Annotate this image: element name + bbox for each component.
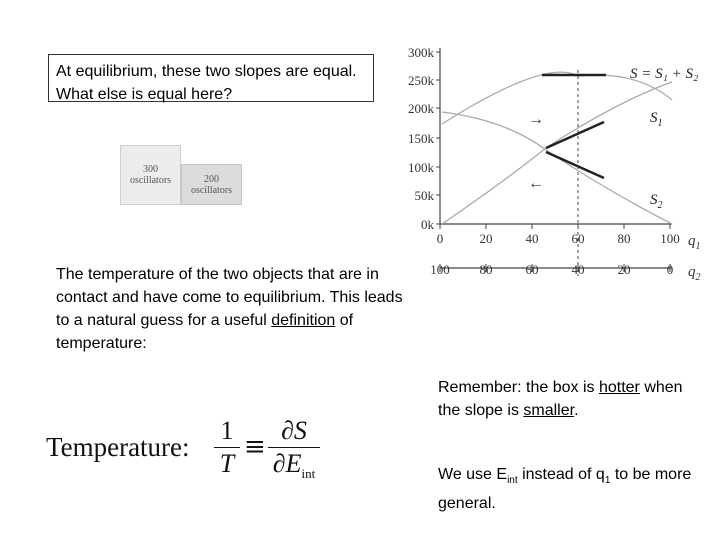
oscillator-count-300: 300	[143, 164, 158, 175]
y-tick-100k: 100k	[408, 160, 434, 175]
paragraph-before: The temperature of the two objects that are in contact and have come to equilibrium. This leads to a natural guess for a useful	[56, 266, 403, 329]
q1-tick-40: 40	[525, 231, 539, 246]
lhs-denominator: T	[219, 449, 235, 478]
q2-tick-20: 20	[617, 262, 631, 277]
q1-tick-60: 60	[571, 231, 585, 246]
oscillator-block-200	[181, 164, 242, 205]
eint-note	[438, 463, 708, 515]
y-tick-200k: 200k	[408, 101, 434, 116]
eint-part3: to be more general.	[438, 466, 692, 513]
y-tick-0k: 0k	[421, 217, 434, 232]
eint-part1: We use E	[438, 466, 508, 483]
s1-label: $S_1$	[650, 110, 663, 129]
temperature-paragraph	[56, 263, 406, 355]
s2-curve	[442, 112, 672, 224]
remember-note	[438, 376, 708, 422]
lhs-numerator: 1	[220, 416, 234, 445]
right-arrow-icon: →	[528, 111, 544, 128]
oscillator-label-200: oscillators	[190, 184, 233, 196]
question-box	[48, 54, 374, 102]
q2-tick-100: 100	[430, 262, 450, 277]
rhs-denominator	[268, 449, 320, 482]
rhs-fraction	[268, 416, 320, 482]
y-tick-50k: 50k	[414, 188, 434, 203]
q1-tick-0: 0	[436, 231, 444, 246]
rhs-den-sub: int	[301, 466, 316, 482]
remember-part2: when the slope is	[438, 379, 683, 419]
total-entropy-label: S = S₁ + S₂	[630, 66, 699, 82]
eint-sub: int	[507, 475, 518, 487]
remember-part1: Remember: the box is	[438, 379, 599, 396]
q1-tick-80: 80	[617, 231, 631, 246]
entropy-graph	[396, 40, 710, 290]
y-tick-250k: 250k	[408, 73, 434, 88]
question-text: At equilibrium, these two slopes are equal. What else is equal here?	[56, 63, 357, 103]
q2-ticks	[430, 262, 673, 277]
rhs-den-main: ∂E	[272, 449, 302, 478]
q2-tick-40: 40	[571, 262, 585, 277]
y-ticks	[408, 45, 440, 232]
lhs-bar	[214, 447, 240, 448]
y-tick-150k: 150k	[408, 131, 434, 146]
formula-word: Temperature:	[46, 432, 190, 462]
rhs-numerator: ∂S	[281, 416, 307, 445]
eint-part2: instead of q	[517, 466, 605, 483]
y-tick-300k: 300k	[408, 45, 434, 60]
s2-tangent	[546, 152, 604, 178]
q1-axis-label: $q_1$	[688, 233, 701, 252]
hotter-word: hotter	[598, 379, 640, 396]
q1-ticks	[437, 224, 680, 246]
q2-tick-0: 0	[666, 262, 674, 277]
s1-tangent	[546, 122, 604, 148]
q2-tick-80: 80	[479, 262, 493, 277]
q2-tick-60: 60	[525, 262, 539, 277]
s2-label: $S_2$	[650, 192, 663, 211]
equiv-sign: ≡	[244, 432, 266, 462]
definition-word: definition	[271, 312, 336, 329]
q1-sub: 1	[604, 475, 611, 487]
left-arrow-icon: ←	[528, 175, 544, 192]
paragraph-after: of temperature:	[56, 312, 354, 352]
smaller-word: smaller	[523, 402, 575, 419]
oscillator-label-300: oscillators	[129, 175, 172, 186]
remember-part3: .	[574, 402, 579, 419]
lhs-fraction	[214, 416, 240, 479]
oscillator-count-200: 200	[204, 173, 219, 185]
oscillator-block-300	[120, 145, 181, 205]
rhs-bar	[268, 447, 320, 448]
q1-tick-20: 20	[479, 231, 493, 246]
q2-axis-label: $q_2$	[688, 264, 701, 283]
q1-tick-100: 100	[660, 231, 680, 246]
